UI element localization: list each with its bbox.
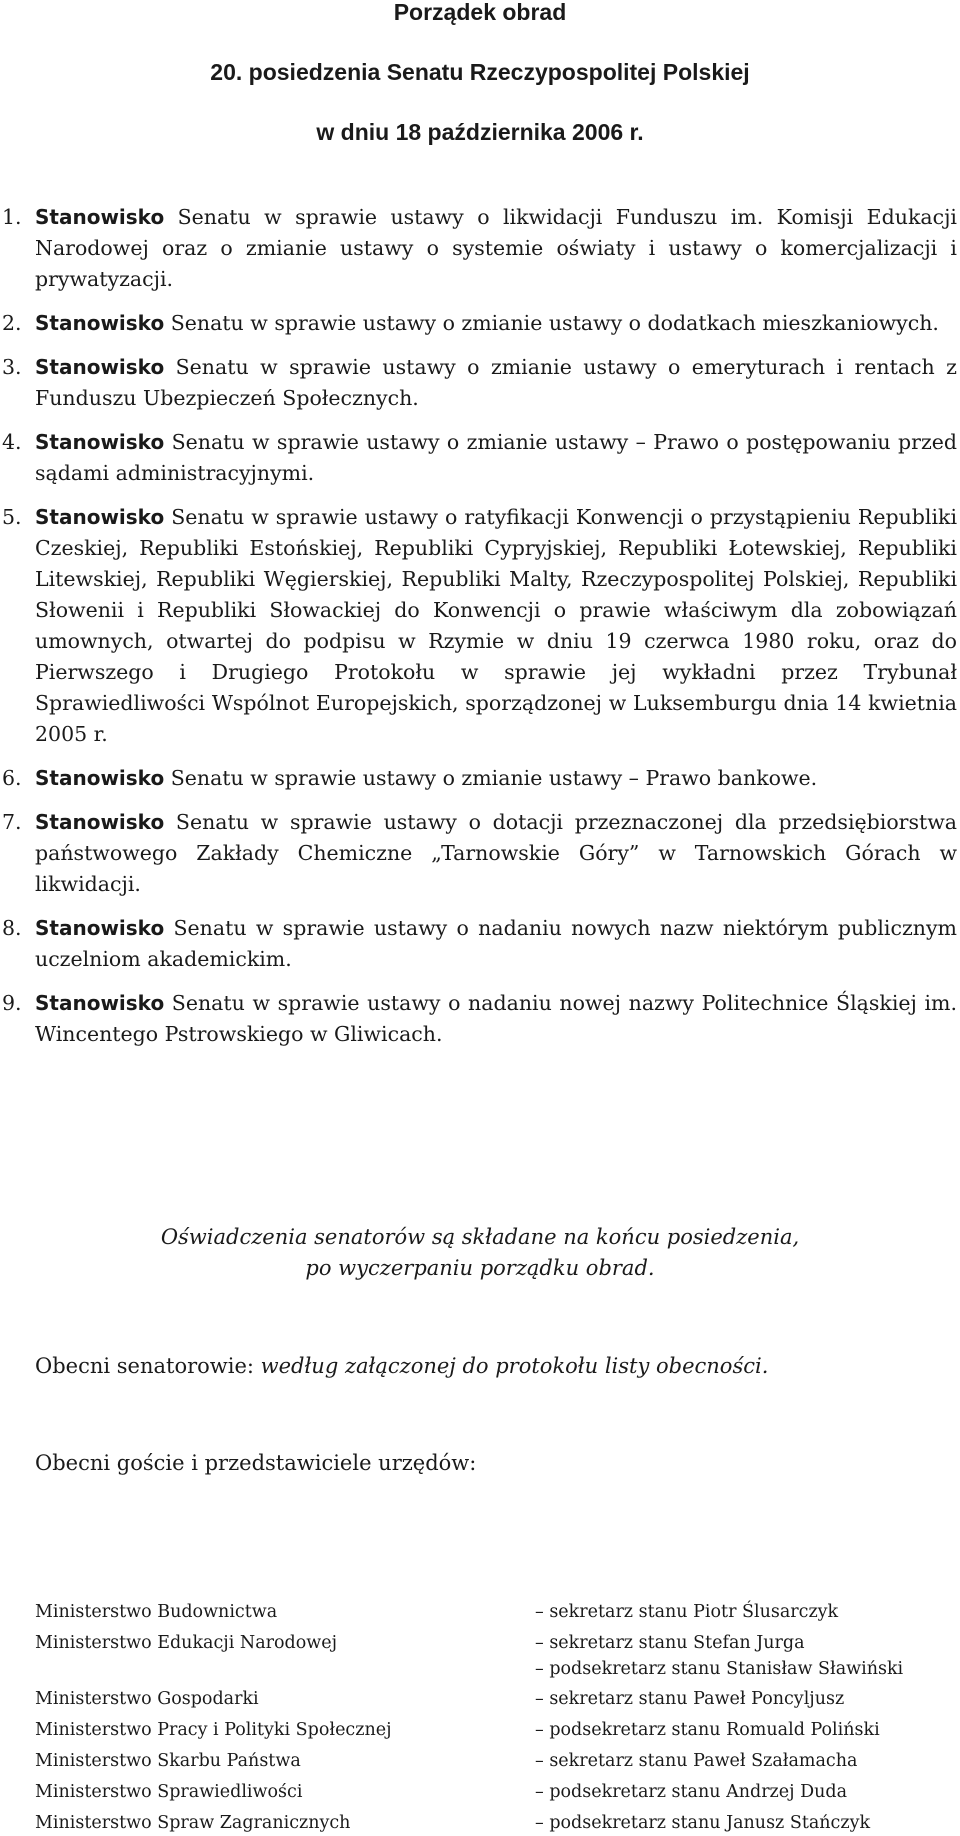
agenda-item-text: Senatu w sprawie ustawy o zmianie ustawy – Prawo bankowe. [164,766,818,790]
agenda-item-number: 6. [2,766,22,790]
statements-note [0,1222,960,1284]
agenda-item-keyword: Stanowisko [35,430,165,454]
agenda-item-keyword: Stanowisko [35,916,165,940]
agenda-item-number: 7. [2,810,22,834]
ministry-name: Ministerstwo Edukacji Narodowej [35,1633,338,1653]
official-persons [535,1717,935,1743]
statements-note-line1: Oświadczenia senatorów są składane na końcu posiedzenia, [160,1225,800,1249]
agenda-item-8 [2,913,957,975]
agenda-item-text: Senatu w sprawie ustawy o nadaniu nowej nazwy Politechnice Śląskiej im. Wincentego Pstrowskiego w Gliwicach. [35,991,957,1046]
ministry-name: Ministerstwo Sprawiedliwości [35,1782,303,1802]
agenda-item-number: 1. [2,205,22,229]
agenda-item-text: Senatu w sprawie ustawy o dotacji przeznaczonej dla przedsiębiorstwa państwowego Zakłady Chemiczne „Tarnowskie Góry” w Tarnowskich Górach w likwidacji. [35,810,957,896]
present-senators [35,1351,768,1382]
ministry-name: Ministerstwo Pracy i Polityki Społecznej [35,1720,392,1740]
official-person: – podsekretarz stanu Janusz Stańczyk [535,1813,871,1833]
present-senators-label: Obecni senatorowie: [35,1354,261,1378]
agenda-item-number: 3. [2,355,22,379]
session-date: w dniu 18 października 2006 r. [316,119,644,145]
agenda-item-number: 5. [2,505,22,529]
official-person: – podsekretarz stanu Stanisław Sławiński [535,1659,904,1679]
agenda-item-keyword: Stanowisko [35,991,165,1015]
official-person: – sekretarz stanu Paweł Szałamacha [535,1751,858,1771]
official-person: – podsekretarz stanu Andrzej Duda [535,1782,848,1802]
agenda-item-2 [2,308,957,339]
agenda-item-keyword: Stanowisko [35,810,165,834]
official-row [35,1717,935,1743]
agenda-item-keyword: Stanowisko [35,766,165,790]
official-row [35,1686,935,1712]
document-title: Porządek obrad [393,0,567,25]
statements-note-line2: po wyczerpaniu porządku obrad. [305,1256,655,1280]
agenda-item-text: Senatu w sprawie ustawy o zmianie ustawy – Prawo o postępowaniu przed sądami administracyjnymi. [35,430,957,485]
official-row [35,1599,935,1625]
official-row [35,1748,935,1774]
official-persons [535,1810,935,1836]
agenda-item-3 [2,352,957,414]
agenda-item-9 [2,988,957,1050]
agenda-item-keyword: Stanowisko [35,311,165,335]
agenda-item-5 [2,502,957,750]
official-person: – sekretarz stanu Paweł Poncyljusz [535,1689,845,1709]
present-senators-value: według załączonej do protokołu listy obecności. [260,1354,769,1378]
agenda-item-4 [2,427,957,489]
agenda-item-keyword: Stanowisko [35,505,165,529]
official-persons [535,1599,935,1625]
agenda-item-text: Senatu w sprawie ustawy o zmianie ustawy o emeryturach i rentach z Funduszu Ubezpieczeń Społecznych. [35,355,957,410]
official-persons [535,1748,935,1774]
agenda-item-7 [2,807,957,900]
official-row [35,1630,935,1682]
official-persons [535,1630,935,1682]
agenda-item-text: Senatu w sprawie ustawy o ratyfikacji Konwencji o przystąpieniu Republiki Czeskiej, Republiki Estońskiej, Republiki Cypryjskiej, Republiki Łotewskiej, Republiki Litewskiej, Republiki Węgierskiej, Republiki Malty, Rzeczypospolitej Polskiej, Republiki Słowenii i Republiki Słowackiej do Konwencji o prawie właściwym dla zobowiązań umownych, otwartej do podpisu w Rzymie w dniu 19 czerwca 1980 roku, oraz do Pierwszego i Drugiego Protokołu w sprawie jej wykładni przez Trybunał Sprawiedliwości Wspólnot Europejskich, sporządzonej w Luksemburgu dnia 14 kwietnia 2005 r. [35,505,957,746]
ministry-name: Ministerstwo Gospodarki [35,1689,259,1709]
official-person: – sekretarz stanu Stefan Jurga [535,1633,805,1653]
official-persons [535,1686,935,1712]
agenda-item-keyword: Stanowisko [35,205,165,229]
official-row [35,1810,935,1836]
agenda-item-text: Senatu w sprawie ustawy o likwidacji Funduszu im. Komisji Edukacji Narodowej oraz o zmianie ustawy o systemie oświaty i ustawy o komercjalizacji i prywatyzacji. [35,205,957,291]
official-row [35,1779,935,1805]
official-person: – sekretarz stanu Piotr Ślusarczyk [535,1602,839,1622]
ministry-name: Ministerstwo Skarbu Państwa [35,1751,301,1771]
agenda-item-number: 8. [2,916,22,940]
session-title: 20. posiedzenia Senatu Rzeczypospolitej Polskiej [210,59,750,85]
agenda-item-text: Senatu w sprawie ustawy o zmianie ustawy o dodatkach mieszkaniowych. [164,311,939,335]
agenda-item-6 [2,763,957,794]
guests-heading: Obecni goście i przedstawiciele urzędów: [35,1451,477,1475]
ministry-name: Ministerstwo Budownictwa [35,1602,278,1622]
official-person: – podsekretarz stanu Romuald Poliński [535,1720,880,1740]
agenda-item-number: 9. [2,991,22,1015]
agenda-item-keyword: Stanowisko [35,355,165,379]
agenda-item-text: Senatu w sprawie ustawy o nadaniu nowych nazw niektórym publicznym uczelniom akademickim. [35,916,957,971]
agenda-item-number: 2. [2,311,22,335]
ministry-name: Ministerstwo Spraw Zagranicznych [35,1813,351,1833]
official-persons [535,1779,935,1805]
agenda-item-1 [2,202,957,295]
agenda-list [2,202,957,1063]
agenda-item-number: 4. [2,430,22,454]
